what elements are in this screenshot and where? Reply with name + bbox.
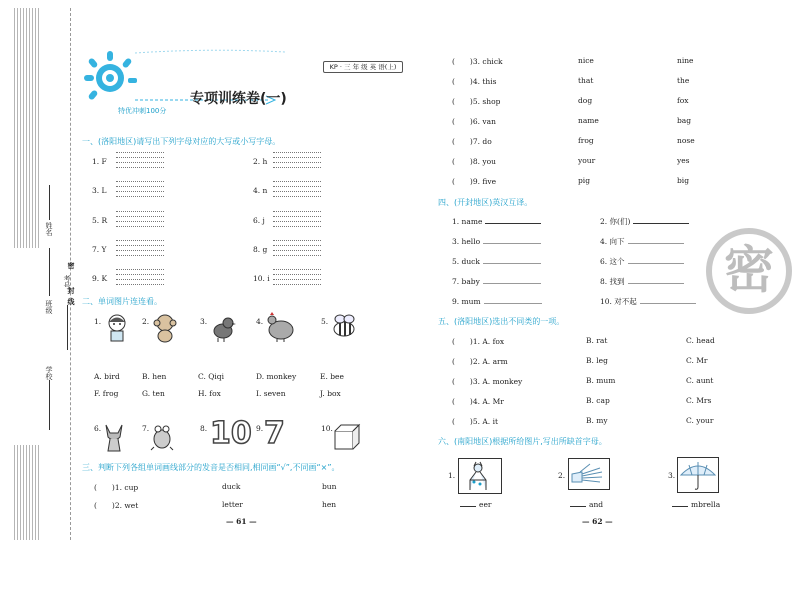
word-option: C. Qiqi bbox=[198, 372, 224, 381]
writing-line[interactable] bbox=[273, 269, 321, 270]
page-subtitle: 特优冲刺100分 bbox=[118, 107, 167, 115]
writing-line[interactable] bbox=[273, 226, 321, 227]
pronunciation-row-word: duck bbox=[222, 482, 241, 491]
pronunciation-row-word: your bbox=[578, 156, 596, 165]
word-option: B. hen bbox=[142, 372, 167, 381]
translation-prompt bbox=[452, 276, 541, 286]
sidebar-label-id: 考号 bbox=[63, 275, 71, 289]
answer-blank[interactable] bbox=[483, 256, 541, 264]
pic6-num-2: 2. bbox=[558, 471, 566, 480]
answer-blank[interactable] bbox=[483, 276, 541, 284]
choice-option: B. mum bbox=[586, 376, 616, 385]
writing-line[interactable] bbox=[273, 186, 321, 187]
pronunciation-row-word: ( )3. chick bbox=[452, 57, 503, 66]
pic-num-1: 1. bbox=[94, 317, 102, 326]
translation-text: 3. hello bbox=[452, 237, 481, 246]
pic-num-8: 8. bbox=[200, 424, 208, 433]
writing-line[interactable] bbox=[116, 240, 164, 241]
writing-line[interactable] bbox=[116, 152, 164, 153]
letter-blank[interactable] bbox=[570, 499, 586, 507]
writing-line[interactable] bbox=[273, 245, 321, 246]
word-option: H. fox bbox=[198, 389, 221, 398]
translation-text: 9. mum bbox=[452, 297, 481, 306]
binding-stripe-bottom bbox=[14, 445, 40, 540]
translation-text: 8. 找到 bbox=[600, 277, 625, 286]
writing-line[interactable] bbox=[273, 181, 321, 182]
writing-line[interactable] bbox=[273, 157, 321, 158]
answer-blank[interactable] bbox=[628, 256, 684, 264]
writing-line[interactable] bbox=[116, 211, 164, 212]
writing-line[interactable] bbox=[116, 162, 164, 163]
page-number-left: — 61 — bbox=[226, 517, 257, 526]
pronunciation-row-word: hen bbox=[322, 500, 337, 509]
word-option: J. box bbox=[320, 389, 341, 398]
big-number-ten: 10 bbox=[210, 416, 252, 451]
choice-option: B. leg bbox=[586, 356, 608, 365]
pronunciation-row-word: ( )6. van bbox=[452, 117, 496, 126]
writing-line[interactable] bbox=[273, 250, 321, 251]
choice-option: B. my bbox=[586, 416, 608, 425]
section-6-title: 六、(南阳地区)根据所给图片,写出所缺首字母。 bbox=[438, 437, 607, 446]
choice-option: ( )2. A. arm bbox=[452, 357, 508, 366]
translation-prompt bbox=[452, 256, 541, 266]
pronunciation-row-word: pig bbox=[578, 176, 591, 185]
word-option: G. ten bbox=[142, 389, 165, 398]
pronunciation-row-word: nice bbox=[578, 56, 594, 65]
answer-blank[interactable] bbox=[628, 276, 684, 284]
pic-num-2: 2. bbox=[142, 317, 150, 326]
translation-text: 6. 这个 bbox=[600, 257, 625, 266]
writing-line[interactable] bbox=[273, 211, 321, 212]
bird-icon bbox=[210, 313, 236, 343]
pronunciation-row-word: letter bbox=[222, 500, 243, 509]
choice-option: ( )4. A. Mr bbox=[452, 397, 504, 406]
pronunciation-row-word: fox bbox=[677, 96, 689, 105]
cut-mark-mi: 密 bbox=[67, 262, 75, 269]
writing-line[interactable] bbox=[116, 181, 164, 182]
section-4-title: 四、(开封地区)英汉互译。 bbox=[438, 198, 533, 207]
choice-option: C. Mrs bbox=[686, 396, 712, 405]
letter-prompt: 6. j bbox=[253, 216, 265, 225]
section-1-title: 一、(洛阳地区)请写出下列字母对应的大写或小写字母。 bbox=[82, 137, 281, 146]
letter-prompt: 3. L bbox=[92, 186, 107, 195]
fox-icon bbox=[102, 421, 126, 453]
writing-line[interactable] bbox=[116, 269, 164, 270]
pronunciation-row-word: frog bbox=[578, 136, 594, 145]
sidebar-label-name: 姓名 bbox=[45, 222, 53, 236]
translation-prompt bbox=[452, 296, 542, 306]
writing-line[interactable] bbox=[116, 216, 164, 217]
answer-blank[interactable] bbox=[640, 296, 696, 304]
translation-prompt bbox=[600, 256, 684, 267]
answer-blank[interactable] bbox=[485, 216, 541, 224]
confidential-stamp bbox=[706, 228, 792, 314]
pic-num-4: 4. bbox=[256, 317, 264, 326]
translation-prompt bbox=[600, 276, 684, 287]
writing-line[interactable] bbox=[273, 240, 321, 241]
pronunciation-row-word: name bbox=[578, 116, 599, 125]
translation-text: 7. baby bbox=[452, 277, 480, 286]
writing-line[interactable] bbox=[116, 191, 164, 192]
writing-line[interactable] bbox=[116, 167, 164, 168]
letter-prompt: 2. h bbox=[253, 157, 268, 166]
section-3-title: 三、判断下列各组单词画线部分的发音是否相同,相同画“√”,不同画“×”。 bbox=[82, 463, 340, 472]
choice-option: C. aunt bbox=[686, 376, 714, 385]
pronunciation-row-word: ( )9. five bbox=[452, 177, 497, 186]
translation-text: 2. 你(们) bbox=[600, 217, 631, 226]
writing-line[interactable] bbox=[116, 279, 164, 280]
letter-prompt: 9. K bbox=[92, 274, 108, 283]
writing-line[interactable] bbox=[273, 255, 321, 256]
pronunciation-row-word: dog bbox=[578, 96, 593, 105]
sidebar-line-name bbox=[49, 185, 50, 220]
binding-stripe-top bbox=[14, 8, 40, 248]
letter-prompt: 10. i bbox=[253, 274, 270, 283]
pic-num-3: 3. bbox=[200, 317, 208, 326]
box-icon bbox=[333, 421, 361, 451]
letter-prompt: 5. R bbox=[92, 216, 108, 225]
letter-prompt: 1. F bbox=[92, 157, 107, 166]
sidebar-label-class: 班级 bbox=[45, 300, 53, 314]
writing-line[interactable] bbox=[273, 274, 321, 275]
monkey-icon bbox=[152, 313, 178, 343]
missing-letter-word bbox=[460, 499, 491, 509]
writing-line[interactable] bbox=[116, 221, 164, 222]
sidebar-line-id bbox=[67, 305, 68, 350]
translation-text: 1. name bbox=[452, 217, 483, 226]
pronunciation-row-word: ( )7. do bbox=[452, 137, 492, 146]
stamp-text: 密 bbox=[724, 241, 774, 299]
word-option: D. monkey bbox=[256, 372, 297, 381]
umbrella-icon bbox=[677, 457, 719, 493]
word-fragment: and bbox=[589, 500, 604, 509]
pronunciation-row-word: nine bbox=[677, 56, 694, 65]
translation-prompt bbox=[600, 216, 689, 227]
writing-line[interactable] bbox=[116, 245, 164, 246]
binding-dashed-line bbox=[70, 8, 71, 540]
deer-icon bbox=[458, 458, 502, 494]
letter-blank[interactable] bbox=[672, 499, 688, 507]
answer-blank[interactable] bbox=[483, 236, 541, 244]
answer-blank[interactable] bbox=[628, 236, 684, 244]
header-tag: KP · 三 年 级 英 语(上) bbox=[323, 61, 403, 73]
writing-line[interactable] bbox=[273, 221, 321, 222]
choice-option: ( )3. A. monkey bbox=[452, 377, 523, 386]
qiqi-icon bbox=[104, 313, 130, 343]
word-option: F. frog bbox=[94, 389, 119, 398]
pic-num-6: 6. bbox=[94, 424, 102, 433]
pic6-num-1: 1. bbox=[448, 471, 456, 480]
translation-prompt bbox=[452, 236, 541, 246]
translation-prompt bbox=[600, 296, 696, 307]
choice-option: B. cap bbox=[586, 396, 610, 405]
translation-prompt bbox=[600, 236, 684, 247]
writing-line[interactable] bbox=[273, 284, 321, 285]
sidebar-line-school bbox=[49, 380, 50, 430]
writing-line[interactable] bbox=[116, 226, 164, 227]
writing-line[interactable] bbox=[116, 196, 164, 197]
pronunciation-row-word: nose bbox=[677, 136, 695, 145]
translation-text: 5. duck bbox=[452, 257, 480, 266]
missing-letter-word bbox=[570, 499, 603, 509]
pic6-num-3: 3. bbox=[668, 471, 676, 480]
pronunciation-row-word: ( )1. cup bbox=[94, 483, 139, 492]
translation-prompt bbox=[452, 216, 541, 226]
writing-line[interactable] bbox=[273, 279, 321, 280]
pic-num-10: 10. bbox=[321, 424, 333, 433]
writing-line[interactable] bbox=[116, 157, 164, 158]
pronunciation-row-word: that bbox=[578, 76, 594, 85]
section-5-title: 五、(洛阳地区)选出不同类的一项。 bbox=[438, 317, 565, 326]
letter-prompt: 7. Y bbox=[92, 245, 107, 254]
missing-letter-word bbox=[672, 499, 720, 509]
writing-line[interactable] bbox=[273, 162, 321, 163]
word-option: E. bee bbox=[320, 372, 344, 381]
pronunciation-row-word: ( )8. you bbox=[452, 157, 496, 166]
hen-icon bbox=[264, 311, 296, 343]
choice-option: C. your bbox=[686, 416, 714, 425]
big-number-seven: 7 bbox=[264, 416, 285, 451]
word-fragment: mbrella bbox=[691, 500, 721, 509]
writing-line[interactable] bbox=[273, 191, 321, 192]
section-2-title: 二、单词图片连连看。 bbox=[82, 297, 162, 306]
letter-blank[interactable] bbox=[460, 499, 476, 507]
answer-blank[interactable] bbox=[633, 216, 689, 224]
choice-option: B. rat bbox=[586, 336, 608, 345]
pronunciation-row-word: bag bbox=[677, 116, 692, 125]
writing-line[interactable] bbox=[273, 167, 321, 168]
writing-line[interactable] bbox=[273, 152, 321, 153]
pronunciation-row-word: ( )5. shop bbox=[452, 97, 501, 106]
pronunciation-row-word: bun bbox=[322, 482, 337, 491]
sidebar-line-class bbox=[49, 248, 50, 296]
writing-line[interactable] bbox=[116, 250, 164, 251]
choice-option: ( )1. A. fox bbox=[452, 337, 505, 346]
translation-text: 10. 对不起 bbox=[600, 297, 637, 306]
pronunciation-row-word: the bbox=[677, 76, 690, 85]
choice-option: C. head bbox=[686, 336, 715, 345]
cut-mark-feng: 封 bbox=[67, 287, 75, 294]
pic-num-5: 5. bbox=[321, 317, 329, 326]
cut-mark-xian: 线 bbox=[67, 298, 75, 305]
pic-num-9: 9. bbox=[256, 424, 264, 433]
writing-line[interactable] bbox=[273, 216, 321, 217]
choice-option: C. Mr bbox=[686, 356, 708, 365]
word-option: I. seven bbox=[256, 389, 286, 398]
choice-option: ( )5. A. it bbox=[452, 417, 498, 426]
writing-line[interactable] bbox=[116, 255, 164, 256]
page-number-right: — 62 — bbox=[582, 517, 613, 526]
answer-blank[interactable] bbox=[484, 296, 542, 304]
pronunciation-row-word: big bbox=[677, 176, 690, 185]
writing-line[interactable] bbox=[116, 274, 164, 275]
word-option: A. bird bbox=[94, 372, 120, 381]
writing-line[interactable] bbox=[116, 186, 164, 187]
letter-prompt: 4. n bbox=[253, 186, 268, 195]
translation-text: 4. 向下 bbox=[600, 237, 625, 246]
page-title: 专项训练卷(一) bbox=[190, 91, 287, 107]
letter-prompt: 8. g bbox=[253, 245, 268, 254]
pronunciation-row-word: ( )2. wet bbox=[94, 501, 139, 510]
word-fragment: eer bbox=[479, 500, 492, 509]
sidebar-label-school: 学校 bbox=[45, 366, 53, 380]
frog-icon bbox=[150, 421, 174, 451]
writing-line[interactable] bbox=[116, 284, 164, 285]
pronunciation-row-word: ( )4. this bbox=[452, 77, 497, 86]
writing-line[interactable] bbox=[273, 196, 321, 197]
bee-icon bbox=[330, 313, 358, 339]
hand-icon bbox=[568, 458, 610, 490]
pronunciation-row-word: yes bbox=[677, 156, 690, 165]
pic-num-7: 7. bbox=[142, 424, 150, 433]
